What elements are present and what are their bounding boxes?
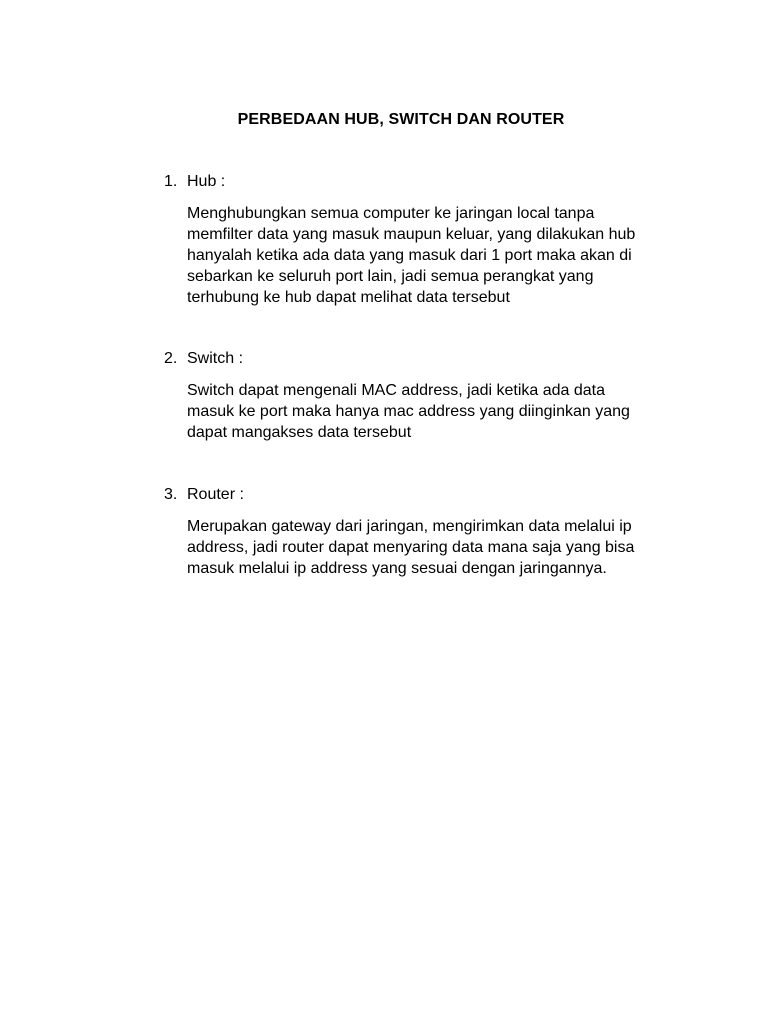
description-line: memfilter data yang masuk maupun keluar, yang dilakukan hub	[187, 226, 636, 243]
description-line: Merupakan gateway dari jaringan, mengirimkan data melalui ip	[187, 518, 632, 535]
list-item-heading	[164, 485, 664, 505]
list-number: 2.	[164, 350, 178, 367]
description-line: dapat mangakses data tersebut	[187, 424, 412, 441]
list-item-heading	[164, 349, 664, 369]
list-item-switch	[164, 349, 664, 443]
list-item-heading	[164, 172, 664, 192]
description-line: terhubung ke hub dapat melihat data tersebut	[187, 289, 510, 306]
description-line: Menghubungkan semua computer ke jaringan local tanpa	[187, 205, 595, 222]
description-line: sebarkan ke seluruh port lain, jadi semua perangkat yang	[187, 268, 594, 285]
description-line: masuk melalui ip address yang sesuai dengan jaringannya.	[187, 560, 607, 577]
list-number: 3.	[164, 486, 178, 503]
list-number: 1.	[164, 173, 178, 190]
description-line: hanyalah ketika ada data yang masuk dari 1 port maka akan di	[187, 247, 632, 264]
list-item-description	[187, 516, 657, 579]
description-line: address, jadi router dapat menyaring data mana saja yang bisa	[187, 539, 635, 556]
document-title: PERBEDAAN HUB, SWITCH DAN ROUTER	[237, 111, 565, 128]
list-item-description	[187, 203, 657, 308]
list-item-description	[187, 380, 657, 443]
list-heading-text: Switch :	[187, 350, 244, 367]
list-item-router	[164, 485, 664, 579]
list-heading-text: Hub :	[187, 173, 226, 190]
list-item-hub	[164, 172, 664, 308]
description-line: masuk ke port maka hanya mac address yang diinginkan yang	[187, 403, 630, 420]
list-heading-text: Router :	[187, 486, 244, 503]
description-line: Switch dapat mengenali MAC address, jadi ketika ada data	[187, 382, 606, 399]
